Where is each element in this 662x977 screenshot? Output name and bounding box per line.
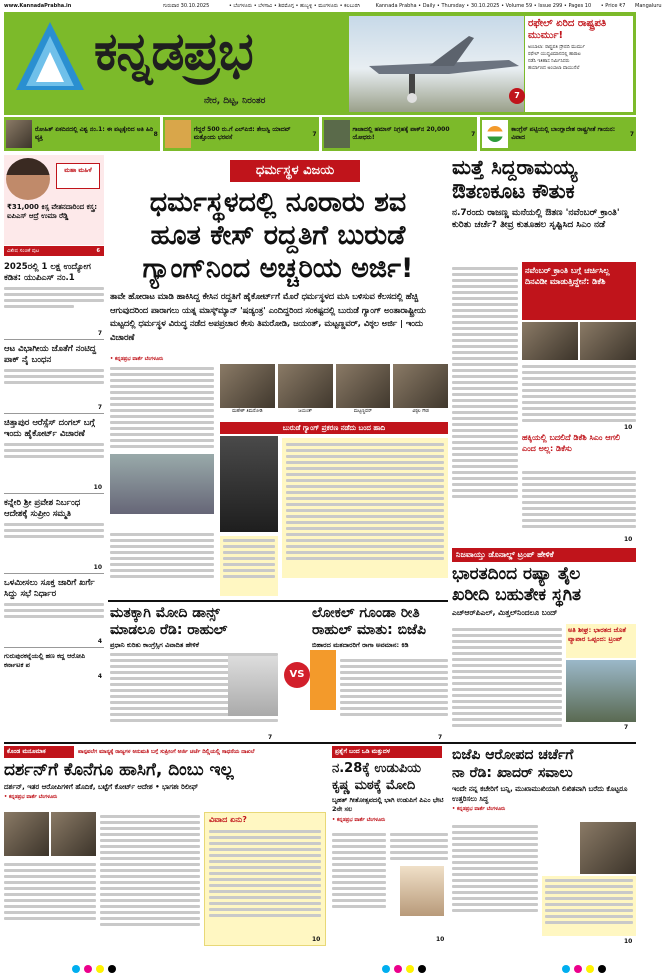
rafale-page-badge[interactable]: 7	[509, 88, 525, 104]
accused-photo-3	[336, 364, 391, 414]
accused-photo-1	[220, 364, 275, 414]
masthead	[4, 12, 636, 115]
siddu-deck: ನ.7ರಂದು ರಾಜಣ್ಣ ಮನೆಯಲ್ಲಿ ಔತಣ 'ನವೆಂಬರ್ ಕ್ರಾಂತಿ' ಕುರಿತು ಚರ್ಚೆ? ತೀವ್ರ ಕುತೂಹಲ ಸೃಷ್ಟಿಸಿದ ಸಿಎಂ ನಡೆ	[452, 208, 620, 230]
teaser-3-page: 7	[471, 130, 476, 138]
refinery-photo	[566, 660, 636, 722]
divider-1	[108, 600, 448, 602]
editions: • ಬೆಂಗಳೂರು • ಬೆಳಗಾವಿ • ಶಿವಮೊಗ್ಗ • ಹುಬ್ಬಳ್ಳಿ • ಮಂಗಳೂರು • ಕಲಬುರಗಿ	[228, 3, 361, 9]
khader-headline-2: ನಾ ರೆಡಿ: ಖಾದರ್ ಸವಾಲು	[452, 765, 573, 781]
website-link[interactable]: www.KannadaPrabha.in	[4, 3, 72, 9]
krishna-body-1	[332, 830, 386, 908]
local-headline-2: ರಾಹುಲ್ ಮಾತು: ಬಿಜೆಪಿ	[312, 622, 426, 638]
teaser-3-text: ಗಾಜಾದಲ್ಲಿ ಹಮಾಸ್ ನಿಗ್ರಹಕ್ಕೆ ಪಾಕ್‌ನ 20,000 ಯೋಧರು!	[352, 126, 450, 141]
brief-6[interactable]	[4, 652, 104, 682]
dks-body	[522, 362, 636, 422]
accused-photos	[220, 364, 448, 414]
local-body	[340, 656, 448, 736]
brief-2-page: 7	[97, 404, 102, 411]
price: • Price ₹7	[600, 3, 626, 9]
brief-5-page: 4	[97, 638, 102, 645]
oil-page: 7	[624, 724, 629, 731]
brief-4-page: 10	[93, 564, 102, 571]
khader-byline: • ಕನ್ನಡಪ್ರಭ ವಾರ್ತೆ ಬೆಂಗಳೂರು	[452, 806, 506, 812]
city: Mangaluru	[635, 3, 662, 9]
vivada-box[interactable]	[204, 812, 326, 946]
lead-standfirst: ತಾವೇ ಹೋರಾಟ ಮಾಡಿ ಹಾಕಿಸಿದ್ದ ಕೇಸಿನ ರದ್ದತಿಗೆ ಹೈಕೋರ್ಟ್‌ಗೆ ಮೊರೆ ಧರ್ಮಸ್ಥಳದ ಮಸಿ ಬಳಿಸುವ ಕೆಲಸದಲ್ಲಿ ಹೆಚ್ಚಿ ಆಗುವುದರಿಂದ ಪಾರಾಗಲು ಯತ್ನ ಮಾಸ್ಕ್‌ಮ್ಯಾನ್ 'ಷಡ್ಯಂತ್ರ' ಎಂದಿದ್ದರಿಂದ ಸಂಕಷ್ಟದಲ್ಲಿ ಬುರುಡೆ ಗ್ಯಾಂಗ್ ಅಂತಾರಾಷ್ಟ್ರೀಯ ಮಟ್ಟದಲ್ಲಿ ಧರ್ಮಸ್ಥಳ ವಿರುದ್ಧ ನಡೆದ ಅಪಪ್ರಚಾರ ಕೇಸು ತಿಮರೋಡಿ, ಜಯಂತ್, ಮಟ್ಟಣ್ಣವರ್, ವಿಠ್ಠಲ ಅರ್ಜಿ | ಇಂದು ವಿಚಾರಣೆ	[110, 291, 426, 342]
teaser-1[interactable]	[4, 117, 160, 151]
khader-story[interactable]	[452, 746, 636, 812]
darshan-photo	[4, 812, 49, 856]
oil-headline-1: ಭಾರತದಿಂದ ರಷ್ಯಾ ತೈಲ	[452, 564, 581, 584]
masked-man-photo	[220, 436, 278, 532]
krishna-byline: • ಕನ್ನಡಪ್ರಭ ವಾರ್ತೆ ಬೆಂಗಳೂರು	[332, 817, 386, 823]
rafale-line-1: ಅಂಬಾಲಾ: ರಾಷ್ಟ್ರಪತಿ ದ್ರೌಪದಿ ಮುರ್ಮು	[528, 45, 586, 50]
accused-name-1: ಮಹೇಶ್ ತಿಮರೋಡಿ	[220, 408, 275, 414]
rafale-line-2: ರಫೇಲ್ ಯುದ್ಧವಿಮಾನದಲ್ಲಿ ಹಾರಾಟ	[528, 52, 581, 57]
gang-timeline	[282, 438, 448, 578]
krishna-body-2	[390, 830, 448, 860]
oil-body	[452, 625, 562, 727]
khader-deck: ಇಂದೇ ನನ್ನ ಕಚೇರಿಗೆ ಬನ್ನಿ, ಮುಖಾಮುಖಿಯಾಗಿ ಲಿಖಿತವಾಗಿ ಬರೆದು ಕೊಟ್ಟರೂ ಉತ್ತರಿಸಲು ಸಿದ್ಧ	[452, 785, 628, 803]
hakki-page: 10	[624, 536, 633, 543]
date-kn: ಗುರುವಾರ 30.10.2025	[162, 3, 210, 9]
congress-logo-icon	[482, 120, 508, 148]
siddu-story[interactable]	[452, 155, 636, 231]
dks-photo	[580, 322, 636, 360]
trump-deal-box[interactable]: ಅತಿ ಶೀಘ್ರ: ಭಾರತದ ಜೊತೆ ವ್ಯಾಪಾರ ಒಪ್ಪಂದ: ಟ್ರಂಪ್	[566, 624, 636, 658]
lead-col-1-cont	[110, 530, 214, 590]
siddu-headline-1: ಮತ್ತೆ ಸಿದ್ದರಾಮಯ್ಯ	[452, 155, 578, 179]
brief-5-title: ಒಳಮೀಸಲು ಸೂಕ್ತ ಜಾರಿಗೆ ಖರ್ಗೆ ಸಿದ್ದು ಸಭೆ ನಿರ್ಧಾರ	[4, 578, 95, 599]
brief-2[interactable]	[4, 344, 104, 414]
brief-6-title: ಗುರುಪುರಕನ್ನೆಯಲ್ಲಿ ಹಣ ಕದ್ದ ಆರೋಪಿ ಕರ್ನಾಟಕ ಪ	[4, 652, 86, 669]
print-marks-right	[560, 958, 608, 977]
high-court-photo	[110, 454, 214, 514]
darshan-page: 10	[312, 936, 321, 943]
modi-deck: ಪ್ರಧಾನಿ ಕುರಿತು ಕಾಂಗ್ರೆಸ್ಸಿಗ ವಿವಾದಿತ ಹೇಳಿಕೆ	[110, 641, 199, 649]
lead-col-1	[110, 364, 214, 524]
krishna-story[interactable]	[332, 760, 452, 823]
left-briefs	[4, 262, 104, 682]
brief-3-page: 10	[93, 484, 102, 491]
special-edition-label: ವಿಶೇಷ ಸಂಚಿಕೆ ಪುಟ	[7, 248, 40, 254]
print-marks-left	[70, 958, 118, 977]
lead-byline: • ಕನ್ನಡಪ್ರಭ ವಾರ್ತೆ ಬೆಂಗಳೂರು	[110, 356, 164, 362]
accused-name-4: ವಿಠ್ಠಲ ಗೌಡ	[393, 408, 448, 414]
brief-6-page: 4	[97, 673, 102, 680]
accused-photo-2	[278, 364, 333, 414]
darshan-headline: ದರ್ಶನ್‌ಗೆ ಕೊನೆಗೂ ಹಾಸಿಗೆ, ದಿಂಬು ಇಲ್ಲ	[4, 760, 234, 780]
teaser-4-page: 7	[629, 130, 634, 138]
brief-1[interactable]	[4, 262, 104, 340]
darshan-byline: • ಕನ್ನಡಪ್ರಭ ವಾರ್ತೆ ಬೆಂಗಳೂರು	[4, 794, 58, 800]
local-deck: ಬಿಹಾರದ ಮತದಾರರಿಗೆ ರಾಗಾ ಅವಮಾನ: ಕಿಡಿ	[312, 641, 409, 649]
modi-photo	[400, 866, 444, 916]
lead-headline-line-2: ಹೂತ ಕೇಸ್ ರದ್ದತಿಗೆ ಬುರುಡೆ	[150, 220, 406, 251]
timeline-notes	[220, 536, 278, 596]
bjp-flag-icon	[310, 650, 336, 710]
khader-photo	[580, 822, 636, 874]
vivada-title: ವಿವಾದ ಏನು?	[209, 815, 247, 824]
siddu-body	[452, 264, 518, 498]
rafale-line-4: ಹರ್ಯಾಣದ ಅಂಬಾಲಾ ವಾಯುನೆಲೆ	[528, 66, 580, 71]
gang-timeline-title: ಬುರುಡೆ ಗ್ಯಾಂಗ್ ಪ್ರಕರಣ ನಡೆದು ಬಂದ ಹಾದಿ	[220, 422, 448, 434]
teaser-4[interactable]	[480, 117, 636, 151]
accused-photo-4	[393, 364, 448, 414]
darshan-deck: ದರ್ಶನ್, ಇತರ ಆರೋಪಿಗಳಿಗೆ ಹೊದಿಕೆ, ಬಟ್ಟೆಗೆ ಕೋರ್ಟ್ ಆದೇಶ • ಭಾಗಶಃ ರಿಲೀಫ್	[4, 783, 199, 791]
modi-page: 7	[268, 734, 273, 741]
brief-1-title: 2025ರಲ್ಲಿ 1 ಲಕ್ಷ ಉದ್ಯೋಗ ಕಡಿತ: ಯುಪಿಎಸ್‌ ನಂ.1	[4, 262, 91, 283]
bottom-tab-1: ಕೊಂಡ ಮನೂಮಾಕ	[4, 746, 74, 758]
teaser-2[interactable]	[163, 117, 319, 151]
masthead-tagline: ನೇರ, ದಿಟ್ಟ, ನಿರಂತರ	[204, 96, 266, 106]
brief-1-page: 7	[97, 330, 102, 337]
darshan-story[interactable]	[4, 760, 326, 800]
teaser-4-text: ಕಾಂಗ್ರೆಸ್ ಪಟ್ಟಿಯಲ್ಲಿ ಬಾಂಗ್ಲಾದೇಶ ರಾಷ್ಟ್ರಗೀತೆ ಗಾಯನ: ವಿವಾದ	[511, 126, 616, 141]
rafale-photo	[349, 16, 524, 112]
darshan-body-1	[4, 860, 96, 920]
print-marks-mid	[380, 958, 428, 977]
teaser-2-text: ಗೆದ್ದರೆ 500 ರು.ಗೆ ಎಲ್‌ಪಿಜಿ: ತೇಜಸ್ವಿ ಯಾದವ್ ಮತ್ತೊಂದು ಭರವಸೆ	[193, 126, 291, 141]
accused-name-3: ಮಟ್ಟಣ್ಣವರ್	[336, 408, 391, 414]
mahila-badge: ಮಹಾ ಮಹಿಳೆ	[56, 163, 100, 189]
local-headline-1: ಲೋಕಲ್ ಗೂಂಡಾ ರೀತಿ	[312, 605, 420, 621]
top-info-line	[4, 2, 662, 10]
mahila-photo	[6, 158, 50, 200]
brief-2-title: ಆಟ ವಿಭಾಗೀಯ ಜೊತೆಗೆ ನಂಟಿದ್ದ ಪಾಕ್ ನೈ ಬಂಧನ	[4, 344, 97, 365]
dks-photos	[522, 322, 636, 360]
siddu-page: 10	[624, 424, 633, 431]
divider-bottom	[4, 742, 636, 744]
dks-box[interactable]: ನವೆಂಬರ್ ಕ್ರಾಂತಿ ಬಗ್ಗೆ ಚರ್ಚಿಸಿಲ್ಲ ದಿನವಿಡೀ ಮಾಡುತ್ತಿದ್ದೇನೆ: ಡಿಕೆಶಿ	[522, 262, 636, 320]
siddaramaiah-photo	[522, 322, 578, 360]
brief-4-title: ಕನ್ನೇರಿ ಶ್ರೀ ಪ್ರವೇಶ ನಿರ್ಬಂಧ ಆದೇಶಕ್ಕೆ ಸುಪ್ರೀಂ ಸಮ್ಮತಿ	[4, 498, 81, 519]
modi-headline-2: ಮಾಡಲೂ ರೆಡಿ: ರಾಹುಲ್	[110, 622, 228, 638]
teaser-1-page: 8	[153, 130, 158, 138]
lead-headline[interactable]	[108, 186, 448, 285]
masthead-title: ಕನ್ನಡಪ್ರಭ	[94, 22, 253, 82]
brief-4[interactable]	[4, 498, 104, 574]
brief-5[interactable]	[4, 578, 104, 648]
krishna-headline-1: ನ.28ಕ್ಕೆ ಉಡುಪಿಯ	[332, 761, 422, 776]
krishna-page: 10	[436, 936, 445, 943]
modi-headline-1: ಮತಕ್ಕಾಗಿ ಮೋದಿ ಡಾನ್ಸ್	[110, 605, 220, 621]
bottom-tab-2: ಪ್ರಶ್ನೆಗೆ ಬಂದ ಒಡಿ ಮತ್ತುದಳ	[332, 746, 442, 758]
rahul-photo	[228, 656, 278, 716]
brief-3[interactable]	[4, 418, 104, 494]
khader-points	[542, 876, 636, 936]
edition-info: Kannada Prabha • Daily • Thursday • 30.10.2025 • Volume 59 • Issue 299 • Pages 10	[375, 3, 592, 9]
khader-headline-1: ಬಿಜೆಪಿ ಆರೋಪದ ಚರ್ಚೆಗೆ	[452, 747, 574, 763]
rafale-line-3: ನಡೆಸಿ ಇತಿಹಾಸ ನಿರ್ಮಿಸಿದರು	[528, 59, 570, 64]
lead-headline-line-1: ಧರ್ಮಸ್ಥಳದಲ್ಲಿ ನೂರಾರು ಶವ	[149, 187, 407, 218]
pavithra-photo	[51, 812, 96, 856]
darshan-body-2	[100, 812, 200, 926]
rafale-headline: ರಫೇಲ್ ಏರಿದ ರಾಷ್ಟ್ರಪತಿ ಮುರ್ಮು!	[528, 18, 607, 41]
local-story[interactable]	[312, 605, 448, 650]
rafale-story	[525, 16, 633, 112]
logo-icon	[14, 20, 86, 92]
lead-headline-line-3: ಗ್ಯಾಂಗ್‌ನಿಂದ ಅಚ್ಚರಿಯ ಅರ್ಜಿ!	[142, 253, 414, 284]
vs-badge: VS	[284, 662, 310, 688]
special-edition-strip[interactable]	[4, 246, 104, 256]
khader-page: 10	[624, 938, 633, 945]
teaser-2-photo	[165, 120, 191, 148]
lead-kicker: ಧರ್ಮಸ್ಥಳ ವಿಜಯ	[230, 160, 360, 182]
mahila-headline: ₹31,000 ಕಿಸ್ಸ ವೇತನದಾರಿಂದ ಕಸ್ತ್ರ: ಐಪಿಎಸ್ ಆದ್ರೆ ಉಮಾ ರೆಡ್ಡಿ	[7, 203, 98, 220]
oil-deck: ಎಚ್‌ಆರ್‌ಪಿಎಲ್, ಮಿತ್ತಲ್‌ನಿಂದಲೂ ಬಂದ್	[452, 608, 558, 617]
teaser-row	[4, 117, 636, 151]
teaser-2-page: 7	[312, 130, 317, 138]
krishna-headline-2: ಕೃಷ್ಣ ಮಠಕ್ಕೆ ಮೋದಿ	[332, 778, 416, 793]
krishna-deck: ಬೃಹತ್ ಗೀತೋತ್ಸವದಲ್ಲಿ ಭಾಗಿ ಉಡುಪಿಗೆ ಪಿಎಂ ಭೇಟಿ 2ನೇ ಸಲ	[332, 796, 444, 813]
teaser-1-text: ರೋಹಿತ್ ಏಕದಿನದಲ್ಲಿ ವಿಶ್ವ ನಂ.1: ಈ ಪಟ್ಟಕ್ಕೇರಿದ ಅತಿ ಹಿರಿ ವ್ಯಕ್ತಿ	[35, 126, 154, 141]
special-edition-page: 6	[96, 248, 100, 254]
local-page: 7	[438, 734, 443, 741]
oil-kicker: ನಿಜವಾಯ್ತು ಡೊನಾಲ್ಡ್ ಟ್ರಂಪ್ ಹೇಳಿಕೆ	[452, 548, 636, 562]
brief-3-title: ಚಿತ್ತಾಪುರ ಆರೆಸ್ಸೆಸ್ ದಂಗಲ್ ಬಗ್ಗೆ ಇಂದು ಹೈಕೋರ್ಟ್ ವಿಚಾರಣೆ	[4, 418, 95, 439]
darshan-photos	[4, 812, 96, 856]
bottom-tab-1-text: ಪಾನ್ಪವಲೆಗ ಮಾನ್ಯಕ್ಕೆ ರಾಜ್ಯಗಳ ಅನುಮತಿ ಬಗ್ಗೆ ಸುಪ್ರೀಂಗೆ ಅರ್ಜಿ ಚರ್ಚೆ ದಿಲ್ಲಿಯಲ್ಲಿ ಸಾಧನೆಯ ದಾಖಲೆ	[78, 749, 255, 755]
accused-name-2: ಜಯಂತ್	[278, 408, 333, 414]
khader-body	[452, 822, 538, 912]
teaser-3[interactable]	[322, 117, 478, 151]
hakki-body	[522, 468, 636, 528]
teaser-3-photo	[324, 120, 350, 148]
teaser-1-photo	[6, 120, 32, 148]
oil-headline-2: ಖರೀದಿ ಬಹುತೇಕ ಸ್ಥಗಿತ	[452, 585, 582, 605]
mahila-box[interactable]	[4, 155, 104, 245]
siddu-headline-2: ಔತಣಕೂಟ ಕೌತುಕ	[452, 179, 575, 203]
oil-story[interactable]	[452, 564, 636, 618]
hakki-headline[interactable]: ಹಕ್ಕಿಯಲ್ಲಿ ಬದಲಿದೆ ಡಿಕೆಶಿ ಸಿಎಂ ಆಗಲಿ ಎಂದ ಅಲ್ಲ: ಡಿಕೆಸು	[522, 433, 620, 453]
